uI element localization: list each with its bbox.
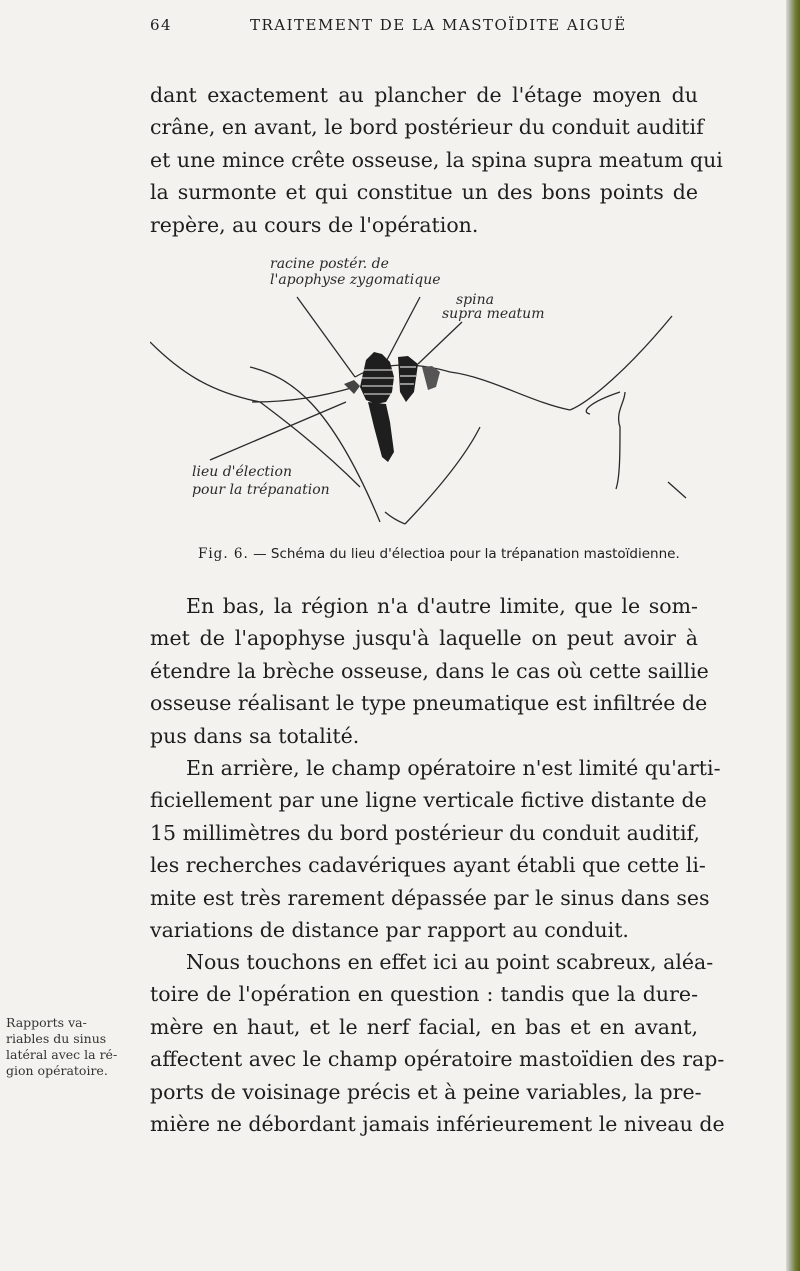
- label-spina-line2: supra meatum: [442, 306, 545, 322]
- text-line: met de l'apophyse jusqu'à laquelle on peut avoir à: [150, 626, 698, 651]
- text-line: mite est très rarement dépassée par le sinus dans ses: [150, 885, 710, 910]
- caption-figure-number: Fig. 6.: [198, 546, 249, 562]
- text-line: En bas, la région n'a d'autre limite, que le som-: [186, 594, 698, 618]
- margin-note-line: Rapports va-: [6, 1015, 87, 1030]
- text-line: variations de distance par rapport au conduit.: [150, 918, 629, 943]
- text-line: mière ne débordant jamais inférieurement le niveau de: [150, 1112, 725, 1137]
- margin-note-line: gion opératoire.: [6, 1063, 108, 1078]
- paragraph-top: [150, 79, 723, 241]
- text-line: En arrière, le champ opératoire n'est limité qu'arti-: [186, 756, 721, 780]
- margin-note-line: latéral avec la ré-: [6, 1047, 118, 1062]
- text-line: étendre la brèche osseuse, dans le cas où cette saillie: [150, 658, 709, 683]
- running-title: TRAITEMENT DE LA MASTOÏDITE AIGUË: [250, 16, 627, 34]
- figure-schema: [150, 252, 750, 572]
- caption-text: — Schéma du lieu d'électioa pour la trépanation mastoïdienne.: [253, 546, 680, 562]
- text-line: repère, au cours de l'opération.: [150, 212, 479, 237]
- label-site-line2: pour la trépanation: [192, 482, 330, 498]
- schema-drawing: [150, 252, 750, 542]
- paragraph-4: [150, 946, 725, 1140]
- text-line: ports de voisinage précis et à peine variables, la pre-: [150, 1079, 702, 1104]
- figure-caption: [198, 546, 680, 562]
- text-line: Nous touchons en effet ici au point scabreux, aléa-: [186, 950, 714, 974]
- text-line: et une mince crête osseuse, la spina supra meatum qui: [150, 147, 723, 172]
- label-site-line1: lieu d'élection: [192, 464, 292, 480]
- margin-note-line: riables du sinus: [6, 1031, 107, 1046]
- text-line: crâne, en avant, le bord postérieur du conduit auditif: [150, 115, 704, 140]
- text-line: ficiellement par une ligne verticale fictive distante de: [150, 788, 707, 813]
- paragraph-3: [150, 752, 721, 946]
- paragraph-2: [150, 590, 709, 752]
- text-line: dant exactement au plancher de l'étage moyen du: [150, 83, 698, 107]
- text-line: 15 millimètres du bord postérieur du conduit auditif,: [150, 820, 700, 845]
- page-number: 64: [150, 16, 173, 34]
- text-line: mère en haut, et le nerf facial, en bas et en avant,: [150, 1014, 698, 1039]
- margin-note: [6, 1015, 142, 1079]
- text-line: toire de l'opération en question : tandis que la dure-: [150, 982, 698, 1007]
- text-line: pus dans sa totalité.: [150, 723, 360, 748]
- text-line: la surmonte et qui constitue un des bons points de: [150, 180, 698, 205]
- label-spina-line1: spina: [456, 292, 494, 308]
- text-line: les recherches cadavériques ayant établi que cette li-: [150, 853, 706, 878]
- page-edge: [786, 0, 800, 1271]
- text-line: osseuse réalisant le type pneumatique est infiltrée de: [150, 691, 708, 716]
- label-root-line1: racine postér. de: [270, 256, 389, 272]
- text-line: affectent avec le champ opératoire mastoïdien des rap-: [150, 1047, 725, 1072]
- label-root-line2: l'apophyse zygomatique: [270, 272, 441, 288]
